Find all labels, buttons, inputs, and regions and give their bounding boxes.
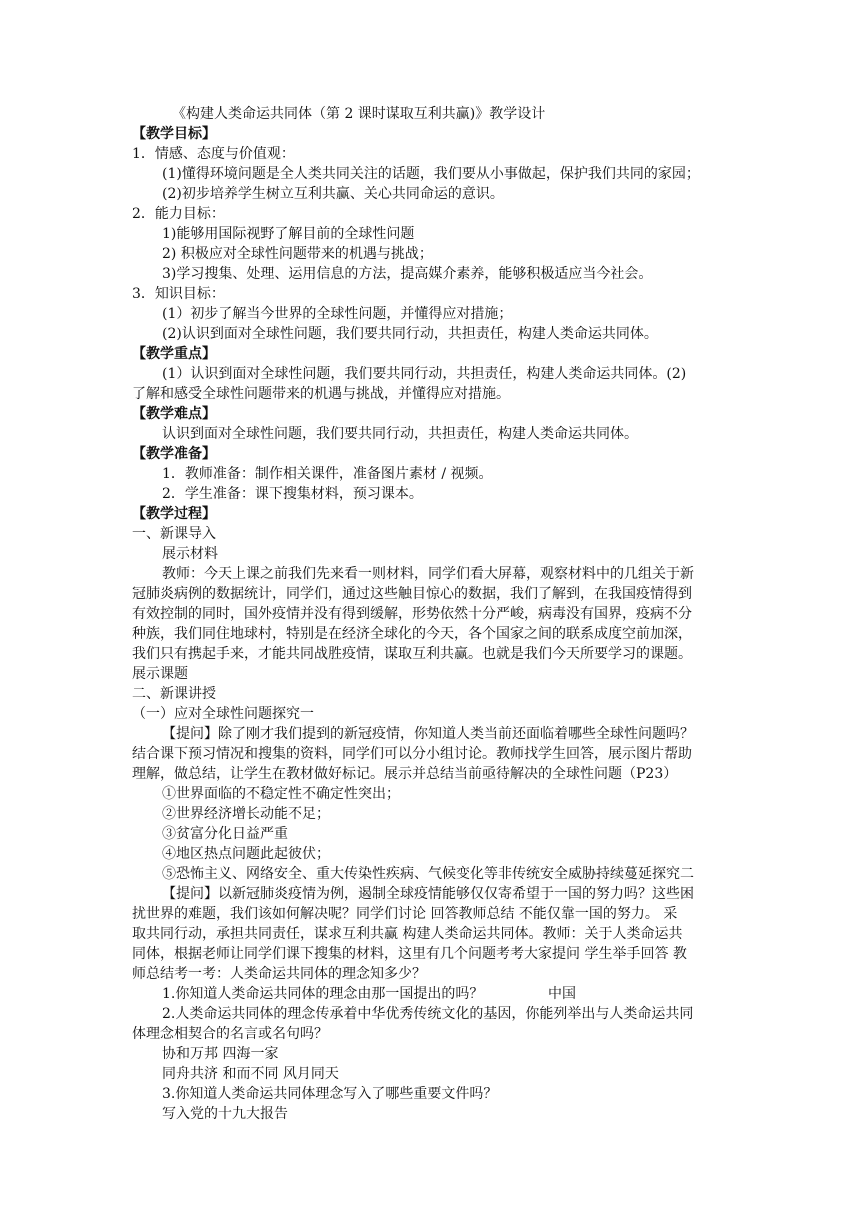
intro-label: 一、新课导入 xyxy=(132,526,216,542)
quiz-question: 体理念相契合的名言或名句吗？ xyxy=(132,1026,328,1042)
key-points-heading: 【教学重点】 xyxy=(132,346,216,362)
key-points-line: (1）认识到面对全球性问题，我们要共同行动，共担责任，构建人类命运共同体。(2) xyxy=(162,366,687,382)
problem-item: ④地区热点问题此起彼伏； xyxy=(162,846,330,862)
key-points-line: 了解和感受全球性问题带来的机遇与挑战，并懂得应对措施。 xyxy=(132,386,510,402)
intro-paragraph-line: 有效控制的同时，国外疫情并没有得到缓解，形势依然十分严峻，病毒没有国界，疫病不分 xyxy=(132,606,692,622)
part1-label: （一）应对全球性问题探究一 xyxy=(132,706,314,722)
quiz-answer: 协和万邦 四海一家 xyxy=(162,1046,279,1062)
objectives-heading: 【教学目标】 xyxy=(132,126,216,142)
part2-paragraph-line: 扰世界的难题，我们该如何解决呢？同学们讨论 回答教师总结 不能仅靠一国的努力。 采 xyxy=(132,906,678,922)
quiz-answer: 中国 xyxy=(548,986,576,1002)
part1-paragraph-line: 理解，做总结，让学生在教材做好标记。展示并总结当前亟待解决的全球性问题（P23） xyxy=(132,766,678,782)
part2-paragraph-line: 取共同行动，承担共同责任，谋求互利共赢 构建人类命运共同体。教师：关于人类命运共 xyxy=(132,926,683,942)
intro-paragraph-line: 展示课题 xyxy=(132,666,188,682)
lecture-label: 二、新课讲授 xyxy=(132,686,216,702)
part1-paragraph-line: 【提问】除了刚才我们提到的新冠疫情，你知道人类当前还面临着哪些全球性问题吗？ xyxy=(162,726,694,742)
preparation-heading: 【教学准备】 xyxy=(132,446,216,462)
emotion-item: (2)初步培养学生树立互利共赢、关心共同命运的意识。 xyxy=(162,186,504,202)
quiz-question: 2.人类命运共同体的理念传承着中华优秀传统文化的基因，你能列举出与人类命运共同 xyxy=(162,1006,694,1022)
emotion-label: 1．情感、态度与价值观： xyxy=(132,146,295,162)
problem-item: ②世界经济增长动能不足； xyxy=(162,806,330,822)
ability-item: 3)学习搜集、处理、运用信息的方法，提高媒介素养，能够积极适应当今社会。 xyxy=(162,266,653,282)
difficulties-line: 认识到面对全球性问题，我们要共同行动，共担责任，构建人类命运共同体。 xyxy=(162,426,638,442)
ability-label: 2．能力目标： xyxy=(132,206,225,222)
quiz-question: 3.你知道人类命运共同体理念写入了哪些重要文件吗？ xyxy=(162,1086,498,1102)
part2-paragraph-line: 【提问】以新冠肺炎疫情为例，遏制全球疫情能够仅仅寄希望于一国的努力吗？这些困 xyxy=(162,886,694,902)
quiz-question: 1.你知道人类命运共同体的理念由那一国提出的吗？ xyxy=(162,986,484,1002)
problem-item: ③贫富分化日益严重 xyxy=(162,826,288,842)
document-title: 《构建人类命运共同体（第 2 课时谋取互利共赢)》教学设计 xyxy=(172,106,546,122)
intro-paragraph-line: 教师：今天上课之前我们先来看一则材料，同学们看大屏幕，观察材料中的几组关于新 xyxy=(162,566,694,582)
quiz-answer: 同舟共济 和而不同 风月同天 xyxy=(162,1066,339,1082)
ability-item: 2) 积极应对全球性问题带来的机遇与挑战； xyxy=(162,246,433,262)
part2-paragraph-line: 师总结考一考：人类命运共同体的理念知多少？ xyxy=(132,966,426,982)
intro-sub: 展示材料 xyxy=(162,546,218,562)
intro-paragraph-line: 我们只有携起手来，才能共同战胜疫情，谋取互利共赢。也就是我们今天所要学习的课题。 xyxy=(132,646,692,662)
emotion-item: (1)懂得环境问题是全人类共同关注的话题，我们要从小事做起，保护我们共同的家园； xyxy=(162,166,700,182)
ability-item: 1)能够用国际视野了解目前的全球性问题 xyxy=(162,226,415,242)
process-heading: 【教学过程】 xyxy=(132,506,216,522)
knowledge-item: (2)认识到面对全球性问题，我们要共同行动，共担责任，构建人类命运共同体。 xyxy=(162,326,658,342)
knowledge-label: 3．知识目标： xyxy=(132,286,225,302)
part1-paragraph-line: 结合课下预习情况和搜集的资料，同学们可以分小组讨论。教师找学生回答，展示图片帮助 xyxy=(132,746,692,762)
problem-item: ①世界面临的不稳定性不确定性突出； xyxy=(162,786,400,802)
problem-item: ⑤恐怖主义、网络安全、重大传染性疾病、气候变化等非传统安全威胁持续蔓延探究二 xyxy=(162,866,694,882)
preparation-line: 2．学生准备：课下搜集材料，预习课本。 xyxy=(162,486,423,502)
knowledge-item: (1）初步了解当今世界的全球性问题，并懂得应对措施； xyxy=(162,306,513,322)
difficulties-heading: 【教学难点】 xyxy=(132,406,216,422)
quiz-answer: 写入党的十九大报告 xyxy=(162,1106,288,1122)
part2-paragraph-line: 同体，根据老师让同学们课下搜集的材料，这里有几个问题考考大家提问 学生举手回答 教 xyxy=(132,946,687,962)
intro-paragraph-line: 种族，我们同住地球村，特别是在经济全球化的今天，各个国家之间的联系成度空前加深， xyxy=(132,626,692,642)
preparation-line: 1．教师准备：制作相关课件，准备图片素材 / 视频。 xyxy=(162,466,493,482)
intro-paragraph-line: 冠肺炎病例的数据统计，同学们，通过这些触目惊心的数据，我们了解到，在我国疫情得到 xyxy=(132,586,692,602)
